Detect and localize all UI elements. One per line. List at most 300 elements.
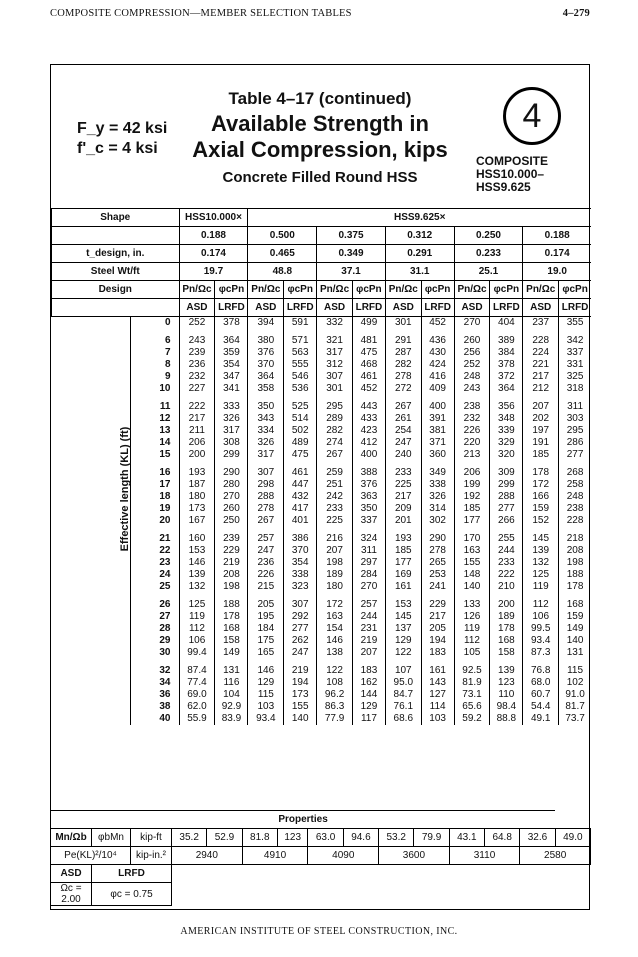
kl-row xyxy=(52,371,592,383)
strength-value: 338 xyxy=(284,569,317,581)
strength-value: 247 xyxy=(248,545,284,557)
strength-value: 364 xyxy=(490,383,523,395)
strength-value: 334 xyxy=(248,425,284,437)
kl-value: 22 xyxy=(130,545,179,557)
axis-cell xyxy=(52,713,131,725)
strength-value: 384 xyxy=(490,347,523,359)
strength-value: 62.0 xyxy=(179,701,215,713)
strength-value: 229 xyxy=(215,545,248,557)
strength-value: 370 xyxy=(284,545,317,557)
kl-value: 38 xyxy=(130,701,179,713)
strength-value: 326 xyxy=(421,491,454,503)
strength-value: 255 xyxy=(490,527,523,545)
strength-value: 169 xyxy=(385,569,421,581)
strength-value: 207 xyxy=(317,545,353,557)
kl-value: 12 xyxy=(130,413,179,425)
page-number: 4–279 xyxy=(562,8,590,19)
tdesign-value: 0.465 xyxy=(248,245,317,263)
strength-value: 185 xyxy=(385,545,421,557)
strength-value: 191 xyxy=(523,437,559,449)
strength-value: 225 xyxy=(385,479,421,491)
strength-value: 87.4 xyxy=(179,659,215,677)
strength-value: 166 xyxy=(523,491,559,503)
properties-table xyxy=(51,810,591,906)
strength-value: 131 xyxy=(559,647,591,659)
strength-value: 253 xyxy=(421,569,454,581)
strength-value: 224 xyxy=(523,347,559,359)
strength-value: 185 xyxy=(454,503,490,515)
strength-value: 481 xyxy=(352,329,385,347)
strength-value: 376 xyxy=(248,347,284,359)
strength-value: 324 xyxy=(352,527,385,545)
kl-value: 10 xyxy=(130,383,179,395)
shape-range-1: HSS10.000– xyxy=(476,167,545,181)
strength-value: 210 xyxy=(490,581,523,593)
kl-value: 40 xyxy=(130,713,179,725)
strength-value: 148 xyxy=(454,569,490,581)
strength-value: 144 xyxy=(352,689,385,701)
strength-value: 226 xyxy=(454,425,490,437)
strength-value: 149 xyxy=(215,647,248,659)
strength-value: 180 xyxy=(317,581,353,593)
strength-value: 233 xyxy=(317,503,353,515)
strength-value: 54.4 xyxy=(523,701,559,713)
strength-value: 123 xyxy=(490,677,523,689)
strength-value: 198 xyxy=(215,581,248,593)
strength-value: 103 xyxy=(248,701,284,713)
strength-value: 159 xyxy=(559,611,591,623)
strength-value: 112 xyxy=(179,623,215,635)
mn-value: 63.0 xyxy=(308,829,343,847)
strength-value: 282 xyxy=(385,359,421,371)
strength-value: 326 xyxy=(215,413,248,425)
kl-row xyxy=(52,317,592,330)
strength-value: 288 xyxy=(248,491,284,503)
strength-value: 60.7 xyxy=(523,689,559,701)
strength-value: 312 xyxy=(317,359,353,371)
strength-value: 216 xyxy=(317,527,353,545)
strength-value: 337 xyxy=(352,515,385,527)
strength-value: 277 xyxy=(284,623,317,635)
mn-value: 35.2 xyxy=(172,829,207,847)
strength-value: 194 xyxy=(421,635,454,647)
strength-value: 165 xyxy=(248,647,284,659)
strength-value: 91.0 xyxy=(559,689,591,701)
strength-value: 290 xyxy=(215,461,248,479)
strength-value: 499 xyxy=(352,317,385,330)
strength-value: 231 xyxy=(352,623,385,635)
strength-value: 244 xyxy=(490,545,523,557)
strength-value: 261 xyxy=(385,413,421,425)
axis-cell xyxy=(52,701,131,713)
strength-value: 153 xyxy=(385,593,421,611)
mn-value: 52.9 xyxy=(207,829,242,847)
pn-asd-label: Pn/Ωc xyxy=(454,281,490,299)
kl-value: 16 xyxy=(130,461,179,479)
strength-value: 298 xyxy=(248,479,284,491)
strength-value: 326 xyxy=(248,437,284,449)
page-footer: AMERICAN INSTITUTE OF STEEL CONSTRUCTION, INC. xyxy=(180,926,458,937)
strength-value: 546 xyxy=(284,371,317,383)
strength-value: 236 xyxy=(248,557,284,569)
strength-value: 143 xyxy=(421,677,454,689)
mn-value: 123 xyxy=(277,829,308,847)
strength-value: 180 xyxy=(179,491,215,503)
table-frame xyxy=(50,64,590,910)
strength-value: 289 xyxy=(317,413,353,425)
strength-value: 93.4 xyxy=(248,713,284,725)
blank-cell xyxy=(172,865,591,883)
strength-value: 189 xyxy=(317,569,353,581)
thickness: 0.188 xyxy=(179,227,248,245)
strength-value: 178 xyxy=(523,461,559,479)
lrfd-label: LRFD xyxy=(490,299,523,317)
strength-value: 219 xyxy=(284,659,317,677)
kl-value: 19 xyxy=(130,503,179,515)
strength-value: 99.5 xyxy=(523,623,559,635)
strength-value: 292 xyxy=(284,611,317,623)
strength-value: 244 xyxy=(352,611,385,623)
shape-group-10: HSS10.000× xyxy=(179,209,248,227)
mn-value: 43.1 xyxy=(449,829,484,847)
kl-row xyxy=(52,383,592,395)
strength-value: 194 xyxy=(284,677,317,689)
strength-value: 400 xyxy=(421,395,454,413)
tdesign-value: 0.233 xyxy=(454,245,523,263)
axis-cell xyxy=(52,635,131,647)
strength-value: 122 xyxy=(385,647,421,659)
strength-value: 424 xyxy=(421,359,454,371)
lrfd-label: LRFD xyxy=(215,299,248,317)
strength-value: 256 xyxy=(454,347,490,359)
strength-value: 291 xyxy=(385,329,421,347)
strength-value: 267 xyxy=(248,515,284,527)
mn-row xyxy=(51,829,591,847)
mn-value: 79.9 xyxy=(414,829,449,847)
lrfd-label: LRFD xyxy=(559,299,591,317)
axis-cell xyxy=(52,611,131,623)
strength-value: 114 xyxy=(421,701,454,713)
blank-cell xyxy=(172,883,591,906)
pe-value: 4910 xyxy=(242,847,308,865)
kl-row xyxy=(52,647,592,659)
factor-row xyxy=(51,883,591,906)
strength-value: 160 xyxy=(179,527,215,545)
strength-value: 277 xyxy=(490,503,523,515)
pn-asd-label: Pn/Ωc xyxy=(179,281,215,299)
strength-value: 177 xyxy=(385,557,421,569)
strength-value: 168 xyxy=(490,635,523,647)
strength-value: 267 xyxy=(385,395,421,413)
thickness: 0.312 xyxy=(385,227,454,245)
strength-value: 145 xyxy=(523,527,559,545)
strength-value: 212 xyxy=(523,383,559,395)
strength-value: 158 xyxy=(490,647,523,659)
strength-value: 200 xyxy=(490,593,523,611)
strength-value: 159 xyxy=(523,503,559,515)
strength-value: 146 xyxy=(179,557,215,569)
asd-label: ASD xyxy=(179,299,215,317)
strength-value: 359 xyxy=(215,347,248,359)
pn-asd-label: Pn/Ωc xyxy=(523,281,559,299)
kl-value: 21 xyxy=(130,527,179,545)
pn-asd-label: Pn/Ωc xyxy=(248,281,284,299)
strength-value: 591 xyxy=(284,317,317,330)
strength-value: 417 xyxy=(284,503,317,515)
strength-value: 270 xyxy=(454,317,490,330)
mn-asd-label: Mn/Ωb xyxy=(51,829,92,847)
kl-row xyxy=(52,449,592,461)
strength-value: 378 xyxy=(215,317,248,330)
axis-cell xyxy=(52,329,131,347)
strength-value: 107 xyxy=(385,659,421,677)
strength-value: 133 xyxy=(454,593,490,611)
kl-value: 36 xyxy=(130,689,179,701)
strength-value: 237 xyxy=(523,317,559,330)
axis-cell xyxy=(52,593,131,611)
mn-unit: kip-ft xyxy=(131,829,172,847)
mn-lrfd-label: φbMn xyxy=(92,829,131,847)
strength-value: 364 xyxy=(248,371,284,383)
strength-value: 400 xyxy=(352,449,385,461)
strength-value: 254 xyxy=(385,425,421,437)
strength-value: 96.2 xyxy=(317,689,353,701)
kl-row xyxy=(52,503,592,515)
strength-value: 140 xyxy=(454,581,490,593)
strength-value: 117 xyxy=(352,713,385,725)
strength-value: 409 xyxy=(421,383,454,395)
strength-value: 201 xyxy=(385,515,421,527)
pn-lrfd-label: φcPn xyxy=(215,281,248,299)
strength-value: 59.2 xyxy=(454,713,490,725)
strength-value: 314 xyxy=(421,503,454,515)
kl-value: 30 xyxy=(130,647,179,659)
strength-value: 132 xyxy=(179,581,215,593)
strength-value: 115 xyxy=(559,659,591,677)
strength-value: 436 xyxy=(421,329,454,347)
axis-cell xyxy=(52,569,131,581)
strength-value: 386 xyxy=(284,527,317,545)
kl-row xyxy=(52,611,592,623)
strength-value: 68.6 xyxy=(385,713,421,725)
strength-value: 338 xyxy=(421,479,454,491)
strength-value: 115 xyxy=(248,689,284,701)
pe-value: 3600 xyxy=(379,847,450,865)
strength-value: 149 xyxy=(559,623,591,635)
strength-value: 287 xyxy=(385,347,421,359)
strength-value: 475 xyxy=(284,449,317,461)
strength-value: 240 xyxy=(385,449,421,461)
strength-value: 233 xyxy=(490,557,523,569)
strength-value: 277 xyxy=(559,449,591,461)
strength-value: 183 xyxy=(421,647,454,659)
strength-value: 280 xyxy=(215,479,248,491)
strength-value: 363 xyxy=(352,491,385,503)
strength-value: 489 xyxy=(284,437,317,449)
steel-wt-value: 25.1 xyxy=(454,263,523,281)
kl-row xyxy=(52,329,592,347)
axis-cell xyxy=(52,677,131,689)
strength-value: 188 xyxy=(559,569,591,581)
strength-value: 318 xyxy=(559,383,591,395)
pn-lrfd-label: φcPn xyxy=(284,281,317,299)
kl-value: 25 xyxy=(130,581,179,593)
strength-value: 354 xyxy=(284,557,317,569)
pe-value: 4090 xyxy=(308,847,379,865)
strength-value: 272 xyxy=(385,383,421,395)
strength-value: 371 xyxy=(421,437,454,449)
kl-value: 29 xyxy=(130,635,179,647)
strength-value: 129 xyxy=(385,635,421,647)
strength-value: 206 xyxy=(179,437,215,449)
strength-value: 563 xyxy=(284,347,317,359)
table-header xyxy=(51,65,589,205)
kl-row xyxy=(52,713,592,725)
kl-row xyxy=(52,359,592,371)
strength-value: 290 xyxy=(421,527,454,545)
strength-value: 233 xyxy=(385,461,421,479)
strength-value: 354 xyxy=(215,359,248,371)
strength-value: 192 xyxy=(454,491,490,503)
kl-value: 24 xyxy=(130,569,179,581)
strength-value: 394 xyxy=(248,317,284,330)
strength-value: 105 xyxy=(454,647,490,659)
strength-value: 188 xyxy=(215,593,248,611)
strength-value: 461 xyxy=(284,461,317,479)
strength-value: 307 xyxy=(284,593,317,611)
kl-row xyxy=(52,479,592,491)
steel-wt-value: 31.1 xyxy=(385,263,454,281)
strength-value: 282 xyxy=(317,425,353,437)
strength-value: 317 xyxy=(215,425,248,437)
strength-value: 270 xyxy=(352,581,385,593)
strength-value: 77.9 xyxy=(317,713,353,725)
strength-value: 514 xyxy=(284,413,317,425)
strength-value: 140 xyxy=(559,635,591,647)
strength-value: 219 xyxy=(215,557,248,569)
kl-value: 7 xyxy=(130,347,179,359)
strength-value: 76.1 xyxy=(385,701,421,713)
pn-asd-label: Pn/Ωc xyxy=(385,281,421,299)
strength-value: 104 xyxy=(215,689,248,701)
strength-value: 205 xyxy=(421,623,454,635)
strength-value: 320 xyxy=(490,449,523,461)
kl-row xyxy=(52,437,592,449)
strength-value: 266 xyxy=(490,515,523,527)
shape-range-2: HSS9.625 xyxy=(476,180,531,194)
axis-cell xyxy=(52,659,131,677)
fy-value: F_y = 42 ksi xyxy=(77,120,168,137)
strength-value: 158 xyxy=(215,635,248,647)
kl-row xyxy=(52,593,592,611)
strength-value: 241 xyxy=(421,581,454,593)
running-head-title: COMPOSITE COMPRESSION—MEMBER SELECTION TABLES xyxy=(50,8,352,19)
steel-wt-value: 37.1 xyxy=(317,263,386,281)
pe-value: 3110 xyxy=(449,847,520,865)
strength-value: 297 xyxy=(352,557,385,569)
chapter-badge: 4 xyxy=(503,87,561,145)
strength-value: 239 xyxy=(215,527,248,545)
kl-row xyxy=(52,425,592,437)
strength-value: 154 xyxy=(317,623,353,635)
strength-value: 360 xyxy=(421,449,454,461)
strength-value: 323 xyxy=(284,581,317,593)
strength-value: 278 xyxy=(421,545,454,557)
strength-value: 138 xyxy=(317,647,353,659)
mn-value: 49.0 xyxy=(555,829,590,847)
strength-value: 155 xyxy=(454,557,490,569)
properties-title: Properties xyxy=(51,811,555,829)
strength-value: 257 xyxy=(352,593,385,611)
strength-value: 198 xyxy=(317,557,353,569)
strength-value: 412 xyxy=(352,437,385,449)
strength-value: 333 xyxy=(215,395,248,413)
strength-value: 364 xyxy=(215,329,248,347)
strength-value: 207 xyxy=(352,647,385,659)
strength-value: 380 xyxy=(248,329,284,347)
strength-value: 200 xyxy=(179,449,215,461)
strength-value: 131 xyxy=(215,659,248,677)
strength-value: 295 xyxy=(317,395,353,413)
strength-value: 536 xyxy=(284,383,317,395)
strength-table xyxy=(51,208,591,725)
strength-value: 187 xyxy=(179,479,215,491)
strength-value: 119 xyxy=(523,581,559,593)
strength-value: 339 xyxy=(490,425,523,437)
kl-value: 32 xyxy=(130,659,179,677)
strength-value: 243 xyxy=(454,383,490,395)
strength-value: 350 xyxy=(352,503,385,515)
lrfd-method-label: LRFD xyxy=(92,865,172,883)
kl-row xyxy=(52,347,592,359)
strength-value: 125 xyxy=(523,569,559,581)
axis-cell xyxy=(52,623,131,635)
strength-value: 251 xyxy=(317,479,353,491)
lrfd-label: LRFD xyxy=(352,299,385,317)
strength-value: 219 xyxy=(352,635,385,647)
strength-value: 153 xyxy=(179,545,215,557)
strength-value: 270 xyxy=(215,491,248,503)
strength-value: 243 xyxy=(179,329,215,347)
kl-row xyxy=(52,659,592,677)
strength-value: 443 xyxy=(352,395,385,413)
axis-cell xyxy=(52,689,131,701)
pn-lrfd-label: φcPn xyxy=(352,281,385,299)
header-row xyxy=(52,245,592,263)
strength-value: 433 xyxy=(352,413,385,425)
mn-value: 64.8 xyxy=(485,829,520,847)
kl-value: 27 xyxy=(130,611,179,623)
strength-value: 258 xyxy=(559,479,591,491)
strength-value: 189 xyxy=(490,611,523,623)
strength-value: 452 xyxy=(352,383,385,395)
strength-value: 432 xyxy=(284,491,317,503)
kl-row xyxy=(52,677,592,689)
mn-value: 53.2 xyxy=(379,829,414,847)
kl-value: 34 xyxy=(130,677,179,689)
strength-value: 93.4 xyxy=(523,635,559,647)
strength-value: 248 xyxy=(559,491,591,503)
pe-row xyxy=(51,847,591,865)
strength-value: 239 xyxy=(179,347,215,359)
kl-value: 8 xyxy=(130,359,179,371)
asd-label: ASD xyxy=(248,299,284,317)
tdesign-value: 0.291 xyxy=(385,245,454,263)
strength-value: 317 xyxy=(248,449,284,461)
strength-value: 391 xyxy=(421,413,454,425)
strength-value: 178 xyxy=(559,581,591,593)
axis-cell xyxy=(52,581,131,593)
